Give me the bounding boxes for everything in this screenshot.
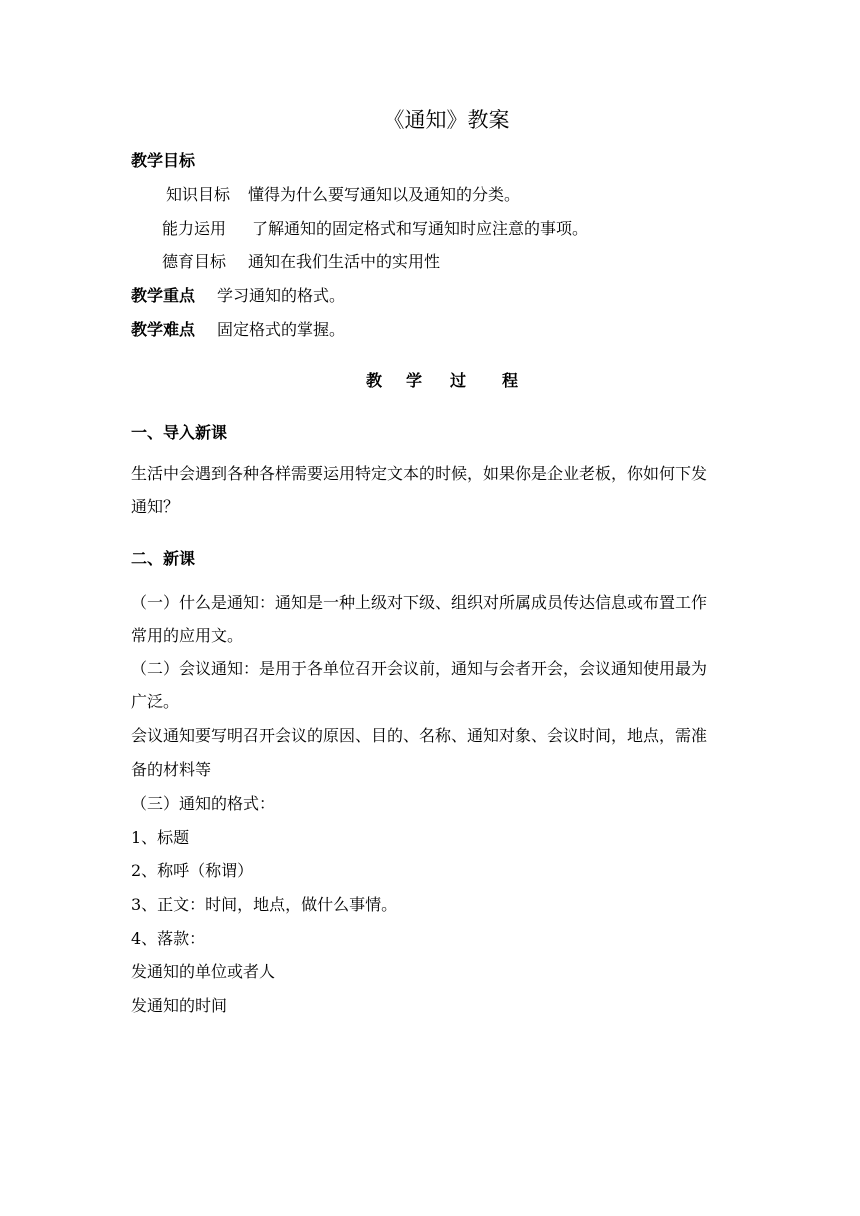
list-item: 3、正文：时间，地点，做什么事情。 — [131, 895, 398, 914]
process-heading-char: 教 — [366, 371, 383, 390]
process-heading — [366, 371, 518, 391]
paragraph-line: 生活中会遇到各种各样需要运用特定文本的时候，如果你是企业老板，你如何下发 — [131, 464, 708, 483]
paragraph-line: 广泛。 — [131, 692, 180, 711]
paragraph-line: 发通知的时间 — [131, 996, 228, 1015]
objective-label: 德育目标 — [162, 252, 227, 271]
objective-text: 懂得为什么要写通知以及通知的分类。 — [248, 185, 521, 204]
list-item: 2、称呼（称谓） — [131, 861, 254, 880]
process-heading-char: 学 — [406, 371, 423, 390]
list-item: 1、标题 — [131, 828, 190, 847]
paragraph-line: （三）通知的格式： — [131, 794, 276, 813]
objective-knowledge — [166, 185, 520, 205]
paragraph-line: 备的材料等 — [131, 760, 212, 779]
objective-text: 了解通知的固定格式和写通知时应注意的事项。 — [252, 219, 589, 238]
paragraph-line: （二）会议通知：是用于各单位召开会议前，通知与会者开会，会议通知使用最为 — [131, 659, 708, 678]
objective-text: 通知在我们生活中的实用性 — [248, 252, 441, 271]
objectives-heading: 教学目标 — [131, 151, 196, 170]
paragraph-line: （一）什么是通知：通知是一种上级对下级、组织对所属成员传达信息或布置工作 — [131, 593, 708, 612]
key-point — [131, 286, 345, 306]
paragraph-line: 发通知的单位或者人 — [131, 962, 276, 981]
objective-ability — [162, 219, 588, 239]
objective-label: 能力运用 — [162, 219, 227, 238]
difficulty-text: 固定格式的掌握。 — [217, 320, 346, 339]
process-heading-char: 过 — [450, 371, 467, 390]
section-heading: 一、导入新课 — [131, 423, 228, 442]
difficulty — [131, 320, 345, 340]
section-heading: 二、新课 — [131, 549, 196, 568]
paragraph-line: 会议通知要写明召开会议的原因、目的、名称、通知对象、会议时间，地点，需准 — [131, 726, 708, 745]
difficulty-label: 教学难点 — [131, 320, 196, 339]
objective-moral — [162, 252, 440, 272]
document-title: 《通知》教案 — [383, 108, 510, 132]
process-heading-char: 程 — [502, 371, 519, 390]
paragraph-line: 常用的应用文。 — [131, 626, 244, 645]
paragraph-line: 通知？ — [131, 497, 180, 516]
list-item: 4、落款： — [131, 929, 206, 948]
key-point-text: 学习通知的格式。 — [217, 286, 346, 305]
key-point-label: 教学重点 — [131, 286, 196, 305]
objective-label: 知识目标 — [166, 185, 231, 204]
